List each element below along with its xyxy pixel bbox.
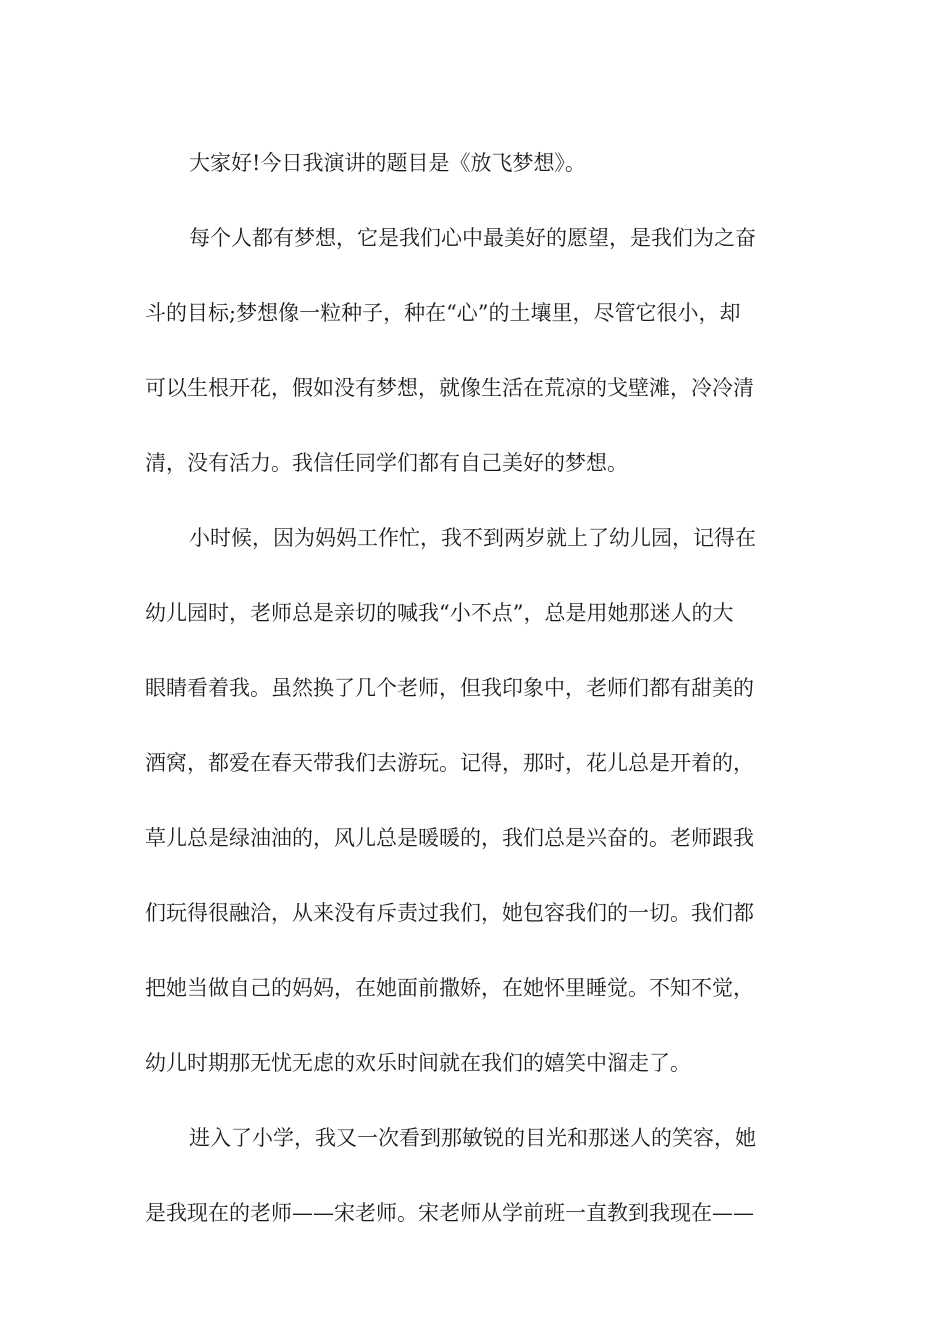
- text-line: 可以生根开花，假如没有梦想，就像生活在荒凉的戈壁滩，冷冷清: [145, 376, 754, 400]
- text-line: 是我现在的老师——宋老师。宋老师从学前班一直教到我现在——: [145, 1201, 754, 1225]
- text-line: 清，没有活力。我信任同学们都有自己美好的梦想。: [145, 451, 628, 475]
- text-line: 大家好!今日我演讲的题目是《放飞梦想》。: [189, 151, 586, 175]
- text-line: 斗的目标;梦想像一粒种子，种在“心”的土壤里，尽管它很小，却: [145, 301, 741, 325]
- text-line: 酒窝，都爱在春天带我们去游玩。记得，那时，花儿总是开着的，: [145, 751, 754, 775]
- text-line: 们玩得很融洽，从来没有斥责过我们，她包容我们的一切。我们都: [145, 901, 754, 925]
- text-line: 小时候，因为妈妈工作忙，我不到两岁就上了幼儿园，记得在: [189, 526, 756, 550]
- body-text: [145, 126, 805, 1251]
- text-line: 幼儿时期那无忧无虑的欢乐时间就在我们的嬉笑中溜走了。: [145, 1051, 691, 1075]
- text-line: 幼儿园时，老师总是亲切的喊我“小不点”，总是用她那迷人的大: [145, 601, 734, 625]
- text-line: 草儿总是绿油油的，风儿总是暖暖的，我们总是兴奋的。老师跟我: [145, 826, 754, 850]
- text-line: 每个人都有梦想，它是我们心中最美好的愿望，是我们为之奋: [189, 226, 756, 250]
- text-line: 进入了小学，我又一次看到那敏锐的目光和那迷人的笑容，她: [189, 1126, 756, 1150]
- text-line: 把她当做自己的妈妈，在她面前撒娇，在她怀里睡觉。不知不觉，: [145, 976, 754, 1000]
- text-line: 眼睛看着我。虽然换了几个老师，但我印象中，老师们都有甜美的: [145, 676, 754, 700]
